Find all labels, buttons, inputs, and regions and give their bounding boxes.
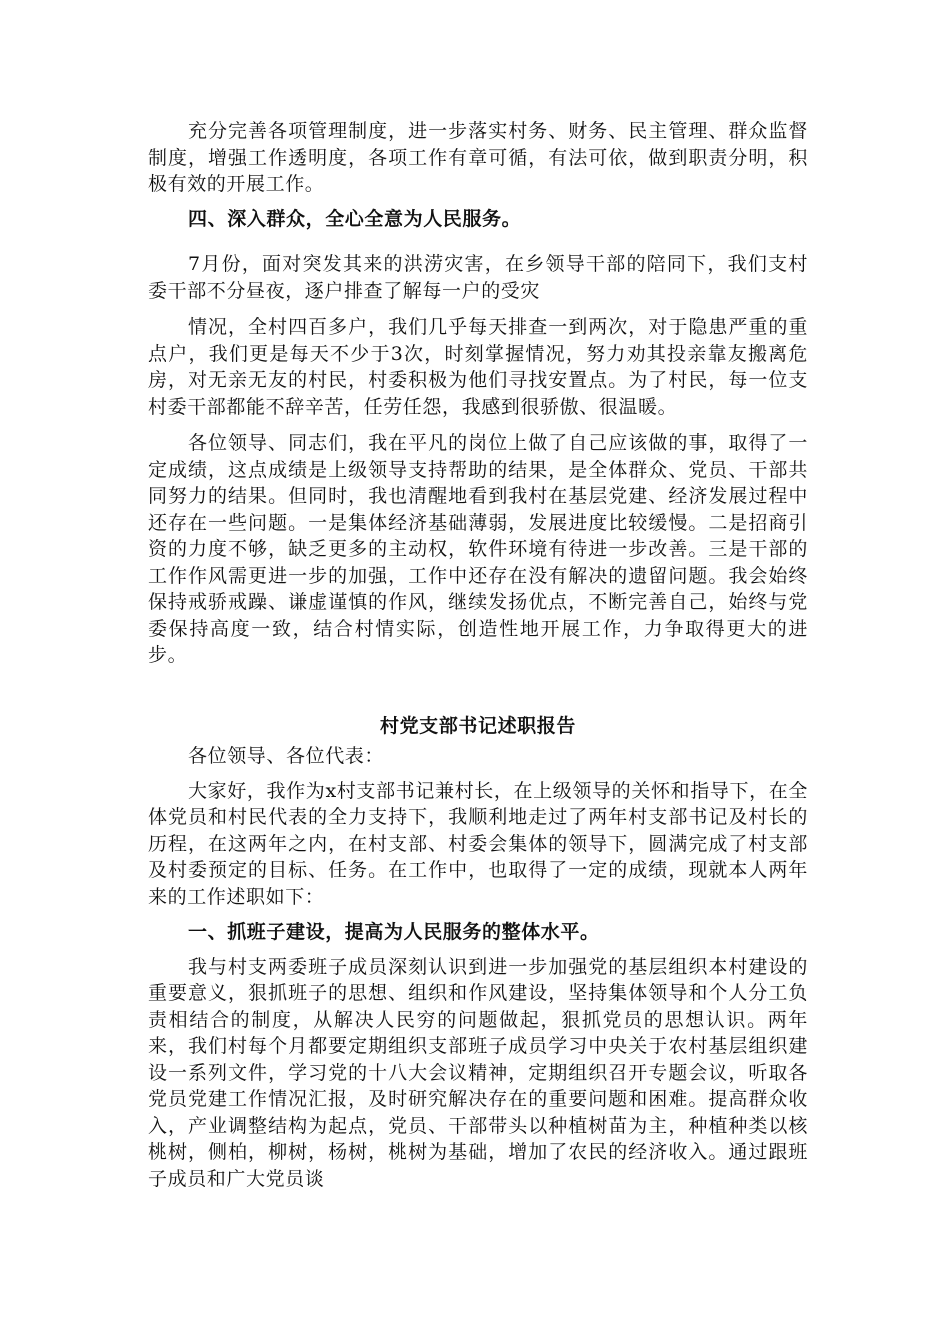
document-body <box>148 118 808 1192</box>
greeting: 各位领导、各位代表： <box>188 745 385 767</box>
section-heading: 一、抓班子建设，提高为人民服务的整体水平。 <box>188 921 600 943</box>
document-title: 村党支部书记述职报告 <box>379 714 576 737</box>
section-heading: 四、深入群众，全心全意为人民服务。 <box>188 207 522 230</box>
paragraph: 7月份，面对突发其来的洪涝灾害，在乡领导干部的陪同下，我们支村委干部不分昼夜，逐户排查了解每一户的受灾 <box>148 253 808 302</box>
paragraph: 我与村支两委班子成员深刻认识到进一步加强党的基层组织本村建设的重要意义，狠抓班子的思想、组织和作风建设，坚持集体领导和个人分工负责相结合的制度，从解决人民穷的问题做起，狠抓党员的思想认识。两年来，我们村每个月都要定期组织支部班子成员学习中央关于农村基层组织建设一系列文件，学习党的十八大会议精神，定期组织召开专题会议，听取各党员党建工作情况汇报，及时研究解决存在的重要问题和困难。提高群众收入，产业调整结构为起点，党员、干部带头以种植树苗为主，种植种类以核桃树，侧柏，柳树，杨树，桃树为基础，增加了农民的经济收入。通过跟班子成员和广大党员谈 <box>148 955 808 1190</box>
paragraph: 大家好，我作为x村支部书记兼村长，在上级领导的关怀和指导下，在全体党员和村民代表的全力支持下，我顺利地走过了两年村支部书记及村长的历程，在这两年之内，在村支部、村委会集体的领导下，圆满完成了村支部及村委预定的目标、任务。在工作中，也取得了一定的成绩，现就本人两年来的工作述职如下： <box>148 779 808 908</box>
paragraph: 充分完善各项管理制度，进一步落实村务、财务、民主管理、群众监督制度，增强工作透明度，各项工作有章可循，有法可依，做到职责分明，积极有效的开展工作。 <box>148 120 808 195</box>
paragraph: 情况，全村四百多户，我们几乎每天排查一到两次，对于隐患严重的重点户，我们更是每天不少于3次，时刻掌握情况，努力劝其投亲靠友搬离危房，对无亲无友的村民，村委积极为他们寻找安置点。为了村民，每一位支村委干部都能不辞辛苦，任劳任怨，我感到很骄傲、很温暖。 <box>148 316 808 418</box>
paragraph: 各位领导、同志们，我在平凡的岗位上做了自己应该做的事，取得了一定成绩，这点成绩是上级领导支持帮助的结果，是全体群众、党员、干部共同努力的结果。但同时，我也清醒地看到我村在基层党建、经济发展过程中还存在一些问题。一是集体经济基础薄弱，发展进度比较缓慢。二是招商引资的力度不够，缺乏更多的主动权，软件环境有待进一步改善。三是干部的工作作风需更进一步的加强，工作中还存在没有解决的遗留问题。我会始终保持戒骄戒躁、谦虚谨慎的作风，继续发扬优点，不断完善自己，始终与党委保持高度一致，结合村情实际，创造性地开展工作，力争取得更大的进步。 <box>148 432 808 666</box>
